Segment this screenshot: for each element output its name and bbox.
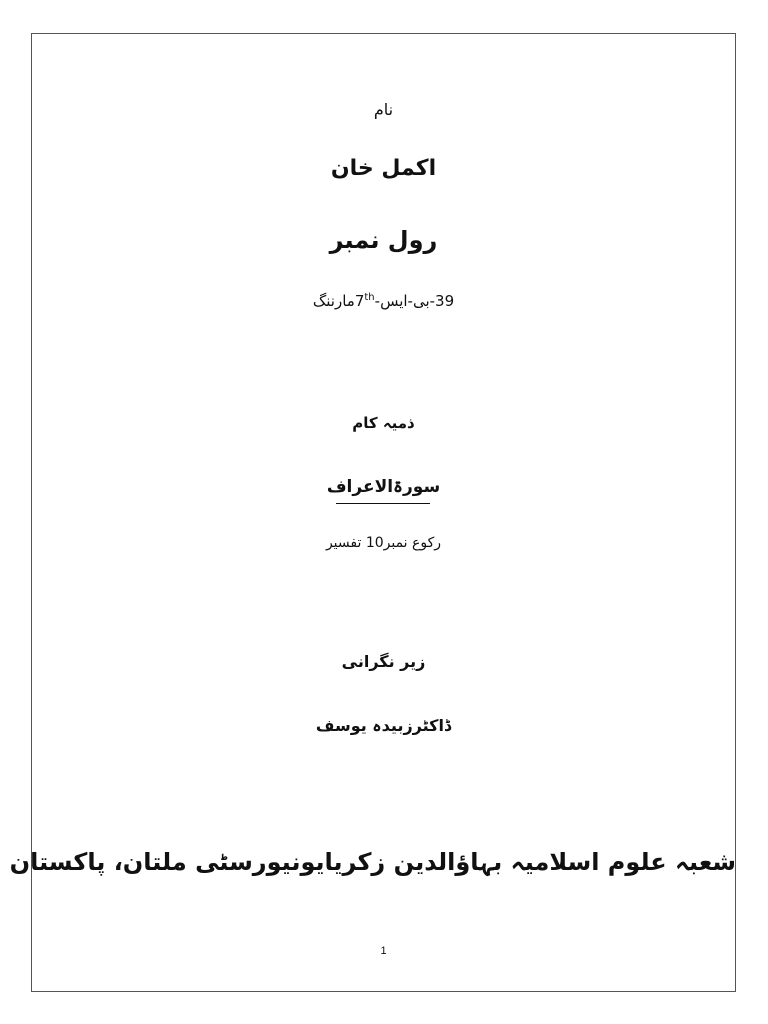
department-line: شعبہ علوم اسلامیہ بہاؤالدین زکریایونیورسٹی ملتان، پاکستان bbox=[9, 848, 736, 876]
student-name: اکمل خان bbox=[330, 156, 437, 181]
roll-number-value: 39-بی-ایس-7 bbox=[354, 292, 455, 310]
page-number: 1 bbox=[380, 945, 387, 957]
assignment-label: ذمیہ کام bbox=[352, 414, 415, 432]
assignment-details: رکوع نمبر10 تفسیر bbox=[325, 535, 442, 551]
roll-number-superscript: th bbox=[364, 292, 375, 303]
surah-underline bbox=[336, 503, 430, 504]
roll-number bbox=[31, 292, 736, 310]
roll-number-shift: مارننگ bbox=[312, 292, 355, 310]
supervision-label: زیر نگرانی bbox=[341, 652, 426, 671]
name-label: نام bbox=[373, 100, 394, 119]
supervisor-name: ڈاکٹرزبیدہ یوسف bbox=[315, 716, 452, 735]
surah-title: سورۃالاعراف bbox=[326, 477, 441, 497]
roll-number-label: رول نمبر bbox=[329, 226, 438, 254]
